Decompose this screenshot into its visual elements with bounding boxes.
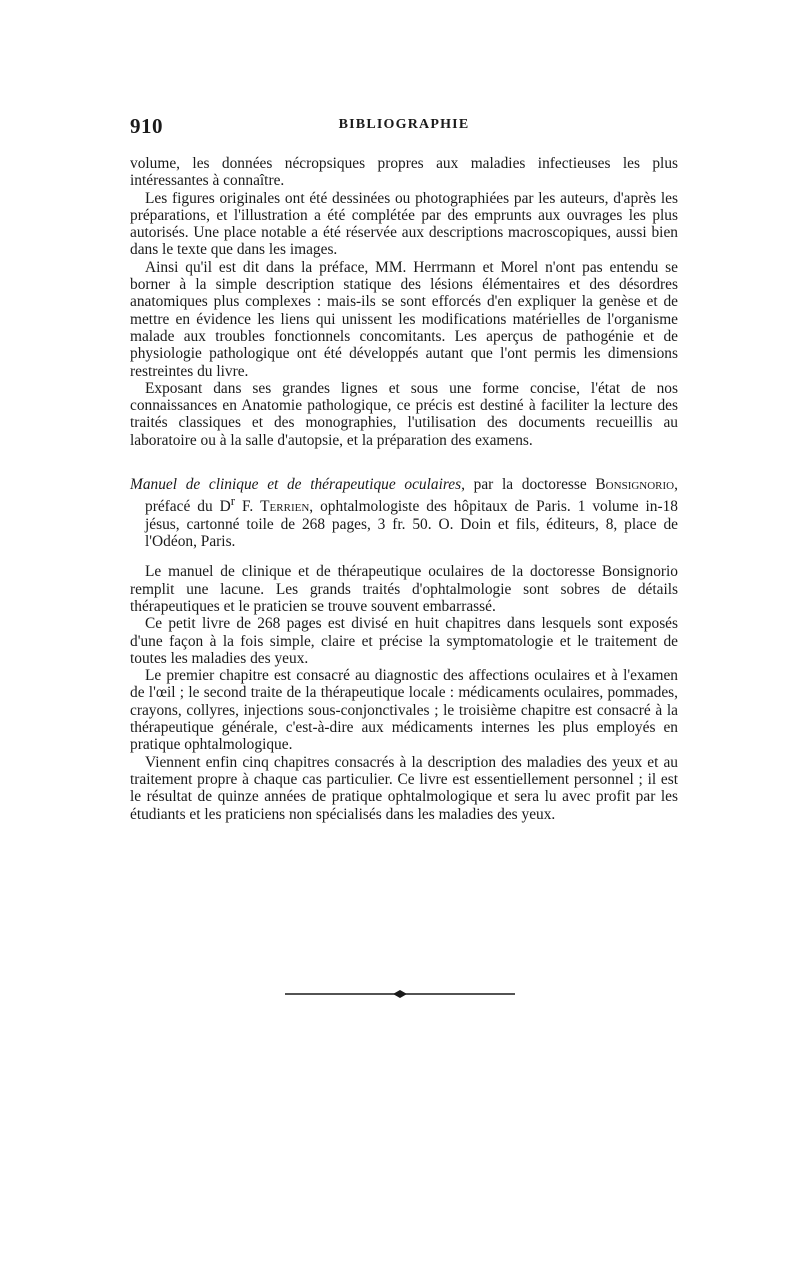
- paragraph: Exposant dans ses grandes lignes et sous une forme concise, l'état de nos connaissances en Anatomie pathologique, ce précis est destiné à faciliter la lecture des traités classiques et des monographies, l'utilisation des documents recueillis au laboratoire ou à la salle d'autopsie, et la préparation des examens.: [130, 379, 678, 449]
- paragraph: Ce petit livre de 268 pages est divisé en huit chapitres dans lesquels sont exposés d'une façon à la fois simple, claire et précise la symptomatologie et le traitement de toutes les maladies des yeux.: [130, 615, 678, 667]
- page-header: [130, 114, 678, 142]
- paragraph: Viennent enfin cinq chapitres consacrés à la description des maladies des yeux et au traitement propre à chaque cas particulier. Ce livre est essentiellement personnel ; il est le résultat de quinze années de pratique ophtalmologique et sera lu avec profit par les étudiants et les praticiens non spécialisés dans les maladies des yeux.: [130, 753, 678, 823]
- entry-by-text: par la doctoresse: [464, 476, 596, 494]
- paragraph: Le premier chapitre est consacré au diagnostic des affections oculaires et à l'examen de l'œil ; le second traite de la thérapeutique locale : médicaments oculaires, pommades, crayons, collyres, injections sous-conjonctivales ; le troisième chapitre est consacré à la thérapeutique générale, c'est-à-dire aux médicaments internes les plus employés en pratique ophtalmologique.: [130, 667, 678, 754]
- preface-text: , préfacé du D: [145, 476, 678, 516]
- running-title: BIBLIOGRAPHIE: [338, 117, 470, 132]
- page-body: [130, 155, 678, 823]
- paragraph: Le manuel de clinique et de thérapeutique oculaires de la doctoresse Bonsignorio remplit une lacune. Les grands traités d'ophtalmologie sont sobres de détails thérapeutiques et le praticien se trouve souvent embarrassé.: [130, 563, 678, 615]
- preface-initial: F.: [235, 498, 261, 516]
- author-name: Bonsignorio: [595, 476, 675, 494]
- paragraph: Les figures originales ont été dessinées ou photographiées par les auteurs, d'après les préparations, et l'illustration a été complétée par des emprunts aux ouvrages les plus autorisés. Une place notable a été réservée aux descriptions macroscopiques, aussi bien dans le texte que dans les images.: [130, 189, 678, 259]
- bibliographic-entry: [130, 476, 678, 550]
- ornamental-divider: [285, 989, 515, 999]
- publication-details: , ophtalmologiste des hôpitaux de Paris. 1 volume in-18 jésus, cartonné toile de 268 pages, 3 fr. 50. O. Doin et fils, éditeurs, 8, place de l'Odéon, Paris.: [145, 498, 678, 551]
- paragraph: Ainsi qu'il est dit dans la préface, MM. Herrmann et Morel n'ont pas entendu se borner à la simple description statique des lésions élémentaires et des désordres anatomiques plus complexes : mais-ils se sont efforcés d'en expliquer la genèse et de mettre en évidence les liens qui unissent les modifications matérielles de l'organisme malade aux troubles fonctionnels concomitants. Les aperçus de pathogénie et de physiologie pathologique ont été développés autant que l'ont permis les dimensions restreintes du livre.: [130, 258, 678, 380]
- preface-author-name: Terrien: [260, 498, 310, 516]
- preface-superscript: r: [230, 494, 236, 509]
- book-title: Manuel de clinique et de thérapeutique oculaires,: [130, 476, 465, 494]
- page-number: 910: [130, 114, 163, 138]
- paragraph: volume, les données nécropsiques propres aux maladies infectieuses les plus intéressantes à connaître.: [130, 155, 678, 190]
